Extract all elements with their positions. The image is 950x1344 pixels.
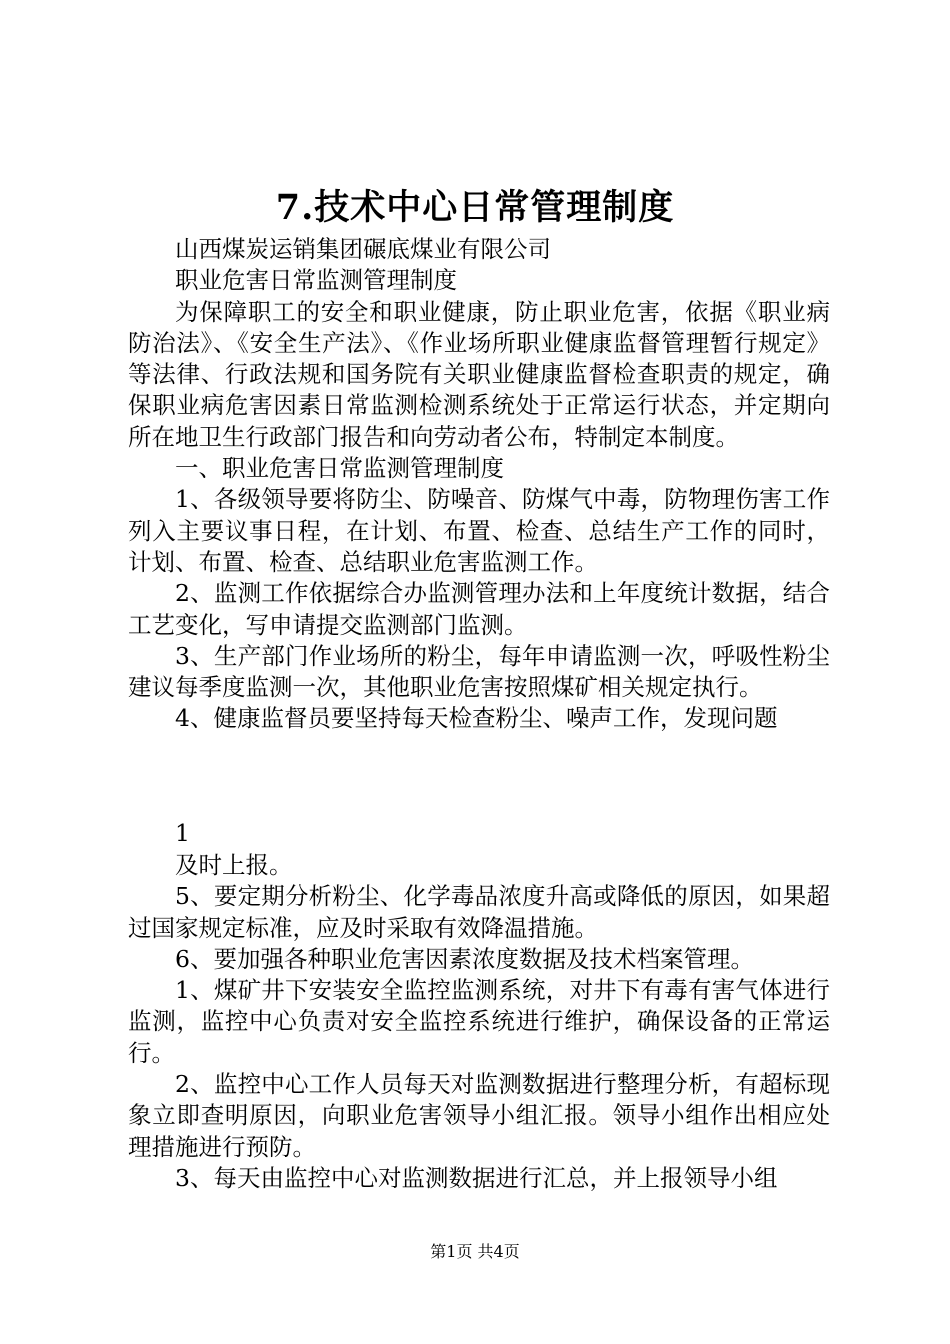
paragraph-item-6: 6、要加强各种职业危害因素浓度数据及技术档案管理。 bbox=[175, 944, 754, 973]
paragraph-item-2: 2、监测工作依据综合办监测管理办法和上年度统计数据，结合工艺变化，写申请提交监测部门监测。 bbox=[128, 579, 830, 639]
paragraph-monitor-2: 2、监控中心工作人员每天对监测数据进行整理分析，有超标现象立即查明原因，向职业危害领导小组汇报。领导小组作出相应处理措施进行预防。 bbox=[128, 1070, 830, 1161]
paragraph-purpose: 为保障职工的安全和职业健康，防止职业危害，依据《职业病防治法》、《安全生产法》、《作业场所职业健康监督管理暂行规定》等法律、行政法规和国务院有关职业健康监督检查职责的规定，确保职业病危害因素日常监测检测系统处于正常运行状态，并定期向所在地卫生行政部门报告和向劳动者公布，特制定本制度。 bbox=[128, 297, 830, 451]
paragraph-continuation: 及时上报。 bbox=[175, 851, 293, 879]
paragraph-monitor-1: 1、煤矿井下安装安全监控监测系统，对井下有毒有害气体进行监测，监控中心负责对安全监控系统进行维护，确保设备的正常运行。 bbox=[128, 976, 830, 1067]
paragraph-item-3: 3、生产部门作业场所的粉尘，每年申请监测一次，呼吸性粉尘建议每季度监测一次，其他职业危害按照煤矿相关规定执行。 bbox=[128, 641, 830, 702]
paragraph-company-name: 山西煤炭运销集团碾底煤业有限公司 bbox=[175, 235, 551, 263]
document-body-part1 bbox=[128, 234, 830, 735]
paragraph-monitor-3: 3、每天由监控中心对监测数据进行汇总，并上报领导小组 bbox=[175, 1163, 778, 1192]
page-footer: 第1页 共4页 bbox=[430, 1242, 520, 1261]
paragraph-item-5: 5、要定期分析粉尘、化学毒品浓度升高或降低的原因，如果超过国家规定标准，应及时采取有效降温措施。 bbox=[128, 882, 830, 942]
paragraph-system-name: 职业危害日常监测管理制度 bbox=[175, 266, 457, 295]
inline-page-number: 1 bbox=[175, 819, 190, 847]
document-title: 7.技术中心日常管理制度 bbox=[275, 187, 675, 228]
paragraph-item-4: 4、健康监督员要坚持每天检查粉尘、噪声工作，发现问题 bbox=[175, 704, 778, 733]
section-heading: 一、职业危害日常监测管理制度 bbox=[175, 454, 504, 483]
paragraph-item-1: 1、各级领导要将防尘、防噪音、防煤气中毒，防物理伤害工作列入主要议事日程，在计划、布置、检查、总结生产工作的同时，计划、布置、检查、总结职业危害监测工作。 bbox=[128, 485, 830, 576]
document-body-part2 bbox=[128, 850, 830, 1194]
